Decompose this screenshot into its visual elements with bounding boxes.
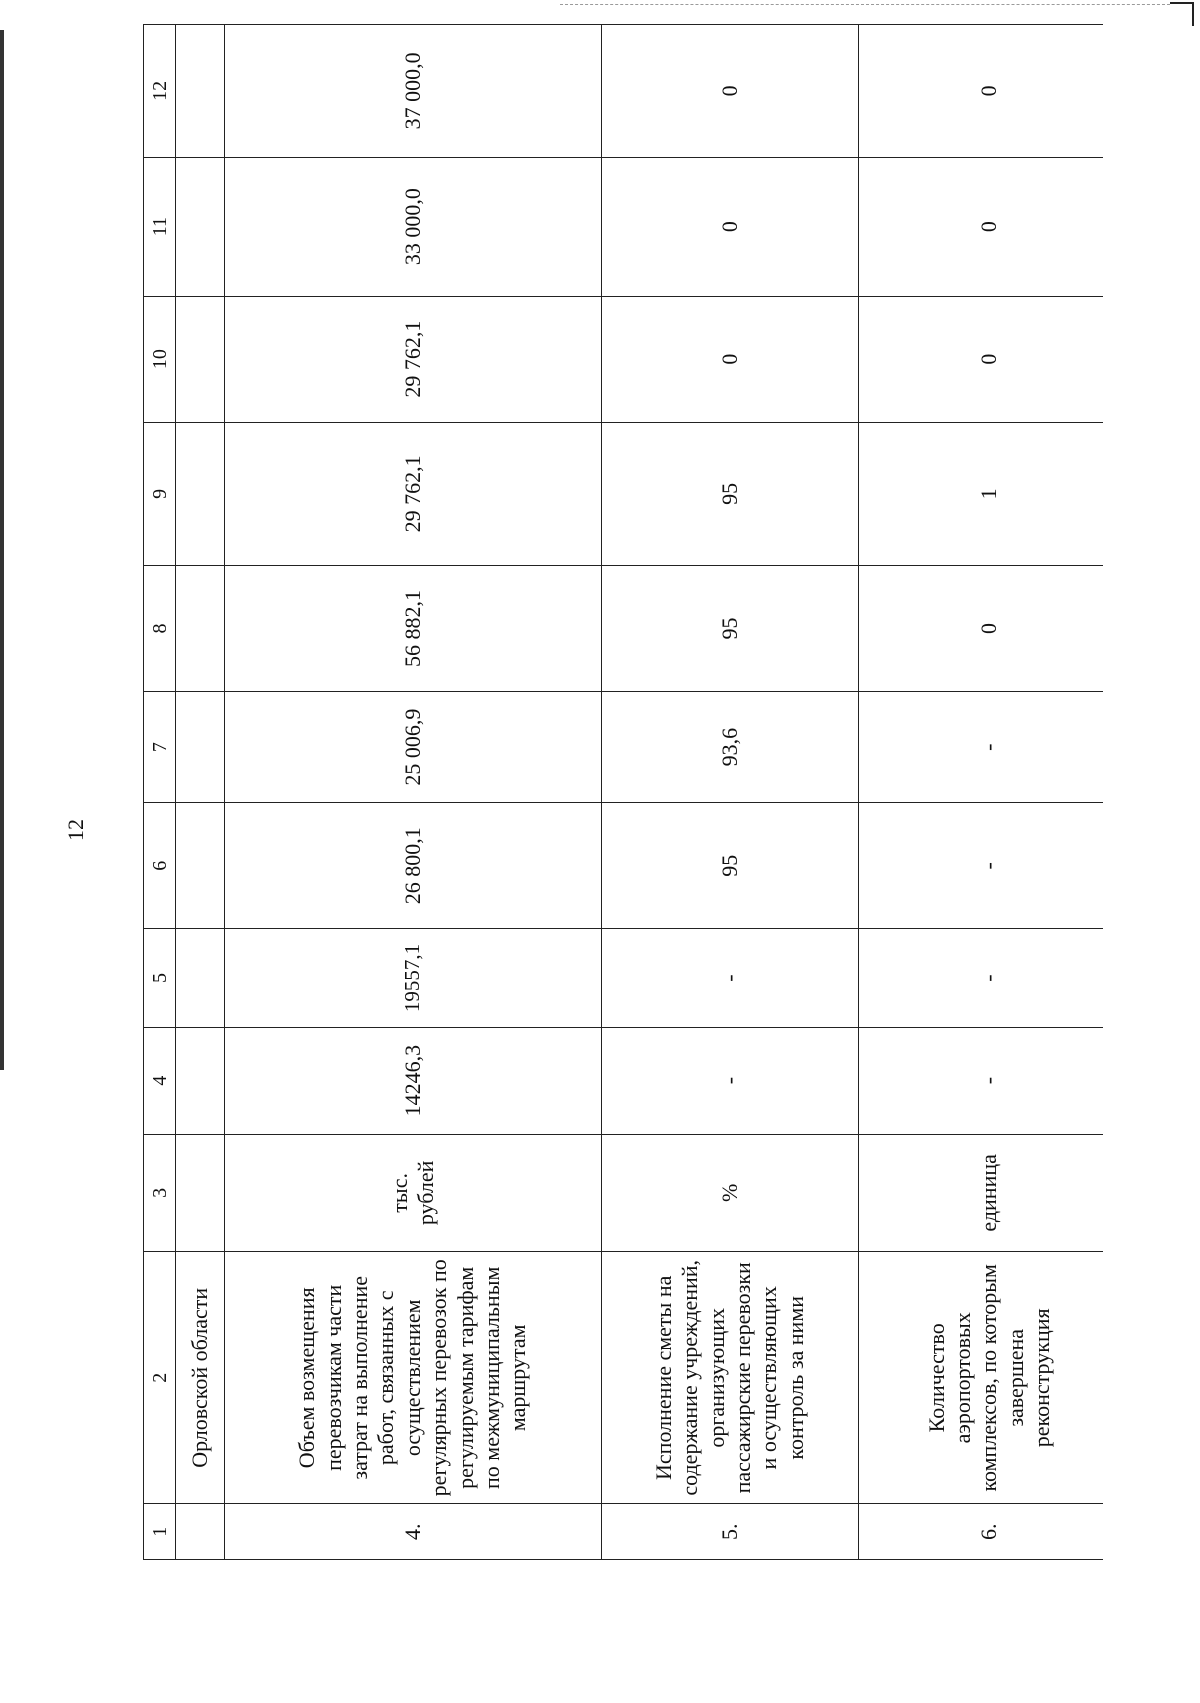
value-cell: 14246,3 xyxy=(225,1027,602,1134)
section-label: Орловской области xyxy=(176,1252,225,1504)
row-number: 6. xyxy=(859,1504,1104,1560)
unit-cell: единица xyxy=(859,1134,1104,1252)
table-row xyxy=(602,25,859,1560)
value-cell: 37 000,0 xyxy=(225,25,602,158)
value-cell: 95 xyxy=(602,565,859,691)
col-num-10: 10 xyxy=(144,296,176,422)
section-cell-empty xyxy=(176,422,225,565)
section-cell-empty xyxy=(176,1504,225,1560)
section-row xyxy=(176,25,225,1560)
section-cell-empty xyxy=(176,929,225,1027)
value-cell: 33 000,0 xyxy=(225,157,602,296)
row-number: 4. xyxy=(225,1504,602,1560)
value-cell: 93,6 xyxy=(602,692,859,803)
value-cell: 19557,1 xyxy=(225,929,602,1027)
section-cell-empty xyxy=(176,1134,225,1252)
value-cell: - xyxy=(859,929,1104,1027)
value-cell: 29 762,1 xyxy=(225,296,602,422)
value-cell: 0 xyxy=(602,296,859,422)
col-num-6: 6 xyxy=(144,803,176,929)
section-cell-empty xyxy=(176,1027,225,1134)
col-num-8: 8 xyxy=(144,565,176,691)
value-cell: 0 xyxy=(859,565,1104,691)
col-num-9: 9 xyxy=(144,422,176,565)
col-num-5: 5 xyxy=(144,929,176,1027)
section-cell-empty xyxy=(176,25,225,158)
section-cell-empty xyxy=(176,803,225,929)
row-number: 5. xyxy=(602,1504,859,1560)
col-num-4: 4 xyxy=(144,1027,176,1134)
col-num-7: 7 xyxy=(144,692,176,803)
col-num-11: 11 xyxy=(144,157,176,296)
section-cell-empty xyxy=(176,692,225,803)
rotated-table-frame xyxy=(143,24,1103,1560)
page-number: 12 xyxy=(63,819,88,841)
value-cell: 29 762,1 xyxy=(225,422,602,565)
value-cell: - xyxy=(859,803,1104,929)
col-num-12: 12 xyxy=(144,25,176,158)
value-cell: 0 xyxy=(859,25,1104,158)
value-cell: - xyxy=(859,692,1104,803)
table-row xyxy=(225,25,602,1560)
unit-cell: % xyxy=(602,1134,859,1252)
value-cell: 0 xyxy=(859,157,1104,296)
column-number-row xyxy=(144,25,176,1560)
value-cell: 56 882,1 xyxy=(225,565,602,691)
section-cell-empty xyxy=(176,296,225,422)
value-cell: 26 800,1 xyxy=(225,803,602,929)
value-cell: - xyxy=(602,929,859,1027)
value-cell: 95 xyxy=(602,422,859,565)
section-cell-empty xyxy=(176,565,225,691)
value-cell: - xyxy=(859,1027,1104,1134)
col-num-3: 3 xyxy=(144,1134,176,1252)
section-cell-empty xyxy=(176,157,225,296)
table-container xyxy=(143,24,1103,1560)
value-cell: 0 xyxy=(859,296,1104,422)
indicator-name: Исполнение сметы на содержание учреждений, организующих пассажирские перевозки и осуществляющих контроль за ними xyxy=(602,1252,859,1504)
indicator-name: Количество аэропортовых комплексов, по которым завершена реконструкция xyxy=(859,1252,1104,1504)
value-cell: 0 xyxy=(602,25,859,158)
value-cell: 95 xyxy=(602,803,859,929)
scan-left-edge xyxy=(0,30,4,1070)
value-cell: 0 xyxy=(602,157,859,296)
indicators-table xyxy=(143,24,1103,1560)
col-num-1: 1 xyxy=(144,1504,176,1560)
value-cell: 25 006,9 xyxy=(225,692,602,803)
indicator-name: Объем возмещения перевозчикам части затрат на выполнение работ, связанных с осуществлением регулярных перевозок по регулируемым тарифам по межмуниципальным маршрутам xyxy=(225,1252,602,1504)
value-cell: - xyxy=(602,1027,859,1134)
unit-cell: тыс. рублей xyxy=(225,1134,602,1252)
value-cell: 1 xyxy=(859,422,1104,565)
scan-corner-mark xyxy=(1170,2,1194,26)
table-row xyxy=(859,25,1104,1560)
scan-edge-line xyxy=(560,4,1170,5)
col-num-2: 2 xyxy=(144,1252,176,1504)
